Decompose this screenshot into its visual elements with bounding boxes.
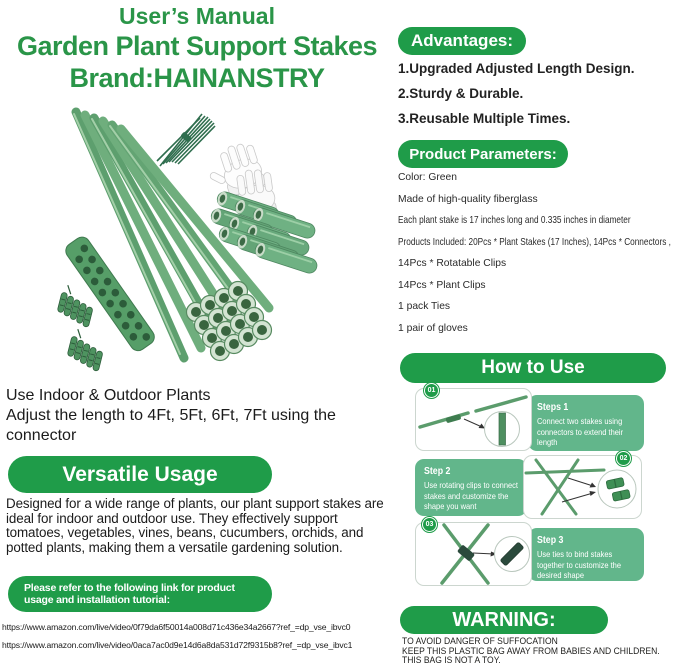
- step3-number-badge: 03: [422, 517, 437, 532]
- parameter-line: Products Included: 20Pcs * Plant Stakes (17 Inches), 14Pcs * Connectors ,: [398, 236, 671, 248]
- rotatable-clips-strip-icon: [63, 234, 158, 354]
- step1-title: Steps 1: [537, 402, 569, 413]
- parameter-line: 1 pack Ties: [398, 301, 451, 312]
- title-line-2: Garden Plant Support Stakes: [16, 31, 378, 61]
- step3-title: Step 3: [537, 535, 564, 546]
- step2-number-badge: 02: [616, 451, 631, 466]
- step3-text-panel: [528, 528, 644, 581]
- versatile-usage-body: Designed for a wide range of plants, our plant support stakes are ideal for indoor and outdoor use. They effectively support tomatoes, vegetables, vines, beans, cucumbers, orchids, and potted plants, making them a versatile gardening solution.: [6, 496, 384, 555]
- step2-text-panel: [415, 459, 527, 516]
- step3-tie-illustration: [416, 523, 531, 585]
- advantage-item: 2.Sturdy & Durable.: [398, 86, 524, 101]
- warning-text: [402, 637, 679, 666]
- advantages-heading: Advantages:: [398, 27, 526, 55]
- step2-title: Step 2: [424, 466, 451, 477]
- step1-text-panel: [528, 395, 644, 451]
- page-title: [0, 2, 394, 95]
- step1-number-badge: 01: [424, 383, 439, 398]
- step2-text: Use rotating clips to connect stakes and customize the shape you want: [424, 480, 518, 511]
- tutorial-link[interactable]: https://www.amazon.com/live/video/0aca7ac0d9e14d6a8da531d72f9315b8?ref_=dp_vse_ibvc1: [2, 640, 353, 650]
- advantage-item: 3.Reusable Multiple Times.: [398, 111, 571, 126]
- title-line-brand: Brand:HAINANSTRY: [69, 63, 325, 93]
- product-photo-illustration: [24, 106, 394, 382]
- parameters-heading: Product Parameters:: [398, 140, 568, 168]
- usage-note-line-2: Adjust the length to 4Ft, 5Ft, 6Ft, 7Ft using the connector: [6, 407, 336, 444]
- tutorial-links: [2, 618, 422, 654]
- twist-ties-icon: [157, 114, 215, 166]
- versatile-usage-heading: Versatile Usage: [8, 456, 272, 493]
- advantages-list: [398, 62, 676, 137]
- parameter-line: Color: Green: [398, 172, 457, 183]
- warning-heading: WARNING:: [400, 606, 608, 634]
- warning-line: THIS BAG IS NOT A TOY.: [402, 655, 501, 666]
- step1-connector-illustration: [416, 389, 531, 450]
- tutorial-heading: [8, 576, 272, 612]
- warning-line: TO AVOID DANGER OF SUFFOCATION: [402, 636, 558, 647]
- parameters-list: [398, 173, 679, 345]
- usage-note: [6, 386, 394, 446]
- step3-illustration-card: [415, 522, 532, 586]
- parameter-line: Made of high-quality fiberglass: [398, 193, 538, 205]
- parameter-line: Each plant stake is 17 inches long and 0.335 inches in diameter: [398, 215, 631, 226]
- step1-text: Connect two stakes using connectors to extend their length: [537, 416, 624, 447]
- how-to-use-heading: How to Use: [400, 353, 666, 383]
- parameter-line: 14Pcs * Plant Clips: [398, 279, 486, 291]
- advantage-item: 1.Upgraded Adjusted Length Design.: [398, 61, 635, 76]
- tutorial-link[interactable]: https://www.amazon.com/live/video/0f79da6f50014a008d71c436e34a2667?ref_=dp_vse_ibvc0: [2, 622, 351, 632]
- title-line-1: User’s Manual: [119, 3, 275, 29]
- usage-note-line-1: Use Indoor & Outdoor Plants: [6, 387, 211, 404]
- warning-line: KEEP THIS PLASTIC BAG AWAY FROM BABIES AND CHILDREN.: [402, 645, 660, 657]
- tutorial-heading-text: Please refer to the following link for product usage and installation tutorial:: [24, 581, 235, 606]
- parameter-line: 14Pcs * Rotatable Clips: [398, 258, 507, 269]
- step3-text: Use ties to bind stakes together to customize the desired shape: [537, 549, 621, 580]
- parameter-line: 1 pair of gloves: [398, 322, 468, 334]
